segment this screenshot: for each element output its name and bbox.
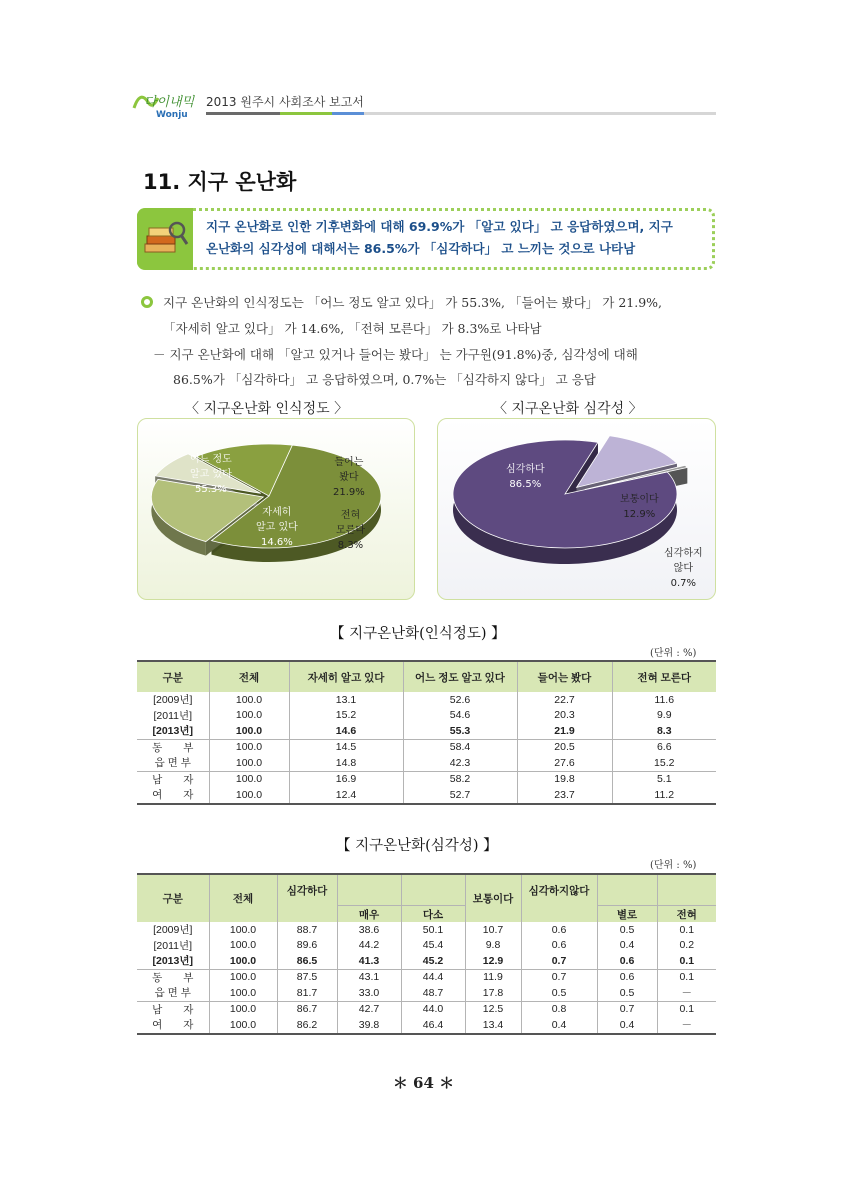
table-cell: [2013년] (137, 953, 209, 969)
table-cell: 89.6 (277, 938, 337, 954)
seriousness-table (137, 873, 716, 1035)
t2-head-serious-spacer-b (401, 874, 465, 906)
table-cell: 14.6 (289, 723, 403, 739)
t2-head-total: 전체 (209, 874, 277, 922)
t2-head-not-serious-spacer-b (657, 874, 716, 906)
table-header-cell: 들어는 봤다 (517, 661, 612, 692)
svg-text:다이내믹: 다이내믹 (144, 95, 195, 110)
table-cell: [2013년] (137, 723, 209, 739)
wonju-logo (130, 84, 202, 120)
header-rule-green (280, 112, 332, 115)
table-cell: 48.7 (401, 985, 465, 1001)
table-cell: 11.6 (612, 692, 716, 708)
table-cell: 0.1 (657, 969, 716, 985)
table-cell: 81.7 (277, 985, 337, 1001)
t2-head-somewhat: 다소 (401, 906, 465, 923)
table-cell: 21.9 (517, 723, 612, 739)
table-row (137, 953, 716, 969)
table-cell: 0.4 (521, 1017, 597, 1034)
table-header-cell: 전체 (209, 661, 289, 692)
table-cell: 100.0 (209, 1017, 277, 1034)
table-header-cell: 자세히 알고 있다 (289, 661, 403, 692)
table-cell: 12.4 (289, 787, 403, 804)
summary-text (206, 216, 710, 260)
table-row (137, 922, 716, 938)
table-cell: 11.9 (465, 969, 521, 985)
table-cell: 15.2 (289, 708, 403, 724)
table-cell: 100.0 (209, 985, 277, 1001)
table-cell: 42.3 (403, 755, 517, 771)
svg-text:Wonju: Wonju (156, 110, 188, 120)
table-cell: 0.1 (657, 922, 716, 938)
table-cell: 86.2 (277, 1017, 337, 1034)
table-cell: [2011년] (153, 939, 193, 952)
t2-head-serious-blank (277, 906, 337, 923)
table-cell: [2011년] (153, 709, 193, 722)
header-rule-blue (332, 112, 364, 115)
table-cell: 44.2 (337, 938, 401, 954)
table-cell: 12.5 (465, 1001, 521, 1017)
chart1-label-somewhat: 어느 정도 알고 있다 55.3% (190, 454, 232, 495)
table-cell: 52.7 (403, 787, 517, 804)
table-cell: 45.2 (401, 953, 465, 969)
table-cell: 100.0 (209, 953, 277, 969)
table-cell: － (657, 985, 716, 1001)
table-cell: 100.0 (209, 938, 277, 954)
t2-head-not-at-all: 전혀 (657, 906, 716, 923)
table-cell: 9.8 (465, 938, 521, 954)
table-cell: 42.7 (337, 1001, 401, 1017)
table-row (137, 723, 716, 739)
table-cell: 86.5 (277, 953, 337, 969)
table-cell: 44.4 (401, 969, 465, 985)
table-cell: 남 자 (152, 773, 194, 786)
table-cell: 20.5 (517, 739, 612, 755)
table-cell: 여 자 (137, 1017, 209, 1034)
books-icon (141, 216, 189, 260)
table-cell: 0.4 (597, 938, 657, 954)
t2-head-group: 구분 (137, 874, 209, 922)
table-cell: 10.7 (465, 922, 521, 938)
chart1-label-heard: 들어는 봤다 21.9% (333, 457, 365, 498)
table-cell: 0.1 (657, 1001, 716, 1017)
table-cell: 0.6 (521, 938, 597, 954)
table-cell: 44.0 (401, 1001, 465, 1017)
t2-head-not-serious-spacer-a (597, 874, 657, 906)
table-cell: 0.6 (521, 922, 597, 938)
table-cell: 0.5 (521, 985, 597, 1001)
table-cell: 88.7 (277, 922, 337, 938)
table-cell: 100.0 (209, 739, 289, 755)
table-cell: 11.2 (612, 787, 716, 804)
table-cell: 동 부 (152, 741, 194, 754)
page-number: ＊ 64 ＊ (392, 1074, 455, 1092)
t2-head-very: 매우 (337, 906, 401, 923)
chart1-label-detail: 자세히 알고 있다 14.6% (256, 507, 298, 548)
table-cell: 8.3 (612, 723, 716, 739)
table-cell: 23.7 (517, 787, 612, 804)
awareness-table (137, 660, 716, 805)
chart2-label-serious: 심각하다 86.5% (506, 464, 545, 490)
table-cell: 33.0 (337, 985, 401, 1001)
table-row (137, 787, 716, 804)
table-row (137, 938, 716, 954)
table-cell: 45.4 (401, 938, 465, 954)
summary-line-2: 온난화의 심각성에 대해서는 86.5%가 「심각하다」 고 느끼는 것으로 나타남 (206, 241, 636, 256)
table-cell: 14.8 (289, 755, 403, 771)
chart1-label-none: 전혀 모른다 8.3% (336, 510, 365, 551)
summary-line-1: 지구 온난화로 인한 기후변화에 대해 69.9%가 「알고 있다」 고 응답하였으며, 지구 (206, 219, 673, 234)
table-row (137, 1017, 716, 1034)
table-header-cell: 구분 (137, 661, 209, 692)
table-cell: 12.9 (465, 953, 521, 969)
t2-head-notserious-blank (521, 906, 597, 923)
dash-line-2: 86.5%가 「심각하다」 고 응답하였으며, 0.7%는 「심각하지 않다」 고 응답 (173, 372, 596, 387)
table-cell: 6.6 (612, 739, 716, 755)
table-cell: 87.5 (277, 969, 337, 985)
table-cell: 43.1 (337, 969, 401, 985)
table-cell: 0.5 (597, 922, 657, 938)
table-cell: 0.7 (597, 1001, 657, 1017)
table-cell: 50.1 (401, 922, 465, 938)
table-cell: 16.9 (289, 771, 403, 787)
table-cell: 100.0 (209, 1001, 277, 1017)
table-row (137, 771, 716, 787)
table-cell: 14.5 (289, 739, 403, 755)
table-cell: 19.8 (517, 771, 612, 787)
table-cell: 15.2 (612, 755, 716, 771)
table-cell: 읍 면 부 (137, 985, 209, 1001)
table-cell: 100.0 (209, 708, 289, 724)
table-cell: 86.7 (277, 1001, 337, 1017)
table-cell: 54.6 (403, 708, 517, 724)
table-cell: 동 부 (152, 971, 194, 984)
table-cell: 39.8 (337, 1017, 401, 1034)
table-row (137, 1001, 716, 1017)
table-cell: 0.7 (521, 969, 597, 985)
header-rule-gray (206, 112, 280, 115)
table-cell: － (657, 1017, 716, 1034)
table2-unit: (단위 : %) (650, 860, 697, 871)
table-cell: 100.0 (209, 692, 289, 708)
table-cell: 남 자 (152, 1003, 194, 1016)
table-cell: 0.7 (521, 953, 597, 969)
table-cell: 100.0 (209, 969, 277, 985)
table-cell: 22.7 (517, 692, 612, 708)
table-row (137, 739, 716, 755)
table-cell: 0.8 (521, 1001, 597, 1017)
table-row (137, 692, 716, 708)
table-cell: 100.0 (209, 771, 289, 787)
table1-unit: (단위 : %) (650, 648, 697, 659)
chart1-title: 〈 지구온난화 인식정도 〉 (185, 401, 349, 417)
table-row (137, 985, 716, 1001)
table-cell: 13.4 (465, 1017, 521, 1034)
table-cell: 58.2 (403, 771, 517, 787)
table-cell: 여 자 (137, 787, 209, 804)
report-title: 2013 원주시 사회조사 보고서 (206, 95, 364, 109)
chart2-title: 〈 지구온난화 심각성 〉 (493, 401, 643, 417)
chart2-label-normal: 보통이다 12.9% (620, 494, 659, 520)
table-cell: 46.4 (401, 1017, 465, 1034)
table-cell: 100.0 (209, 787, 289, 804)
table-cell: 100.0 (209, 723, 289, 739)
bullet-circle-icon (141, 296, 153, 308)
t2-head-not-much: 별로 (597, 906, 657, 923)
t2-head-serious: 심각하다 (277, 874, 337, 906)
table-cell: 읍 면 부 (137, 755, 209, 771)
bullet-line-2: 「자세히 알고 있다」 가 14.6%, 「전혀 모른다」 가 8.3%로 나타남 (163, 321, 542, 336)
bullet-line-1: 지구 온난화의 인식정도는 「어느 정도 알고 있다」 가 55.3%, 「들어는 봤다」 가 21.9%, (163, 295, 662, 310)
table-row (137, 755, 716, 771)
table-cell: 0.6 (597, 969, 657, 985)
chart2-label-not-serious: 심각하지 않다 0.7% (664, 548, 703, 589)
table-cell: [2009년] (153, 924, 193, 937)
table2-title: 【 지구온난화(심각성) 】 (336, 838, 498, 854)
table-cell: 38.6 (337, 922, 401, 938)
table-cell: 55.3 (403, 723, 517, 739)
table-header-cell: 어느 정도 알고 있다 (403, 661, 517, 692)
table-cell: 0.2 (657, 938, 716, 954)
table-cell: 58.4 (403, 739, 517, 755)
table-cell: 41.3 (337, 953, 401, 969)
table-row (137, 969, 716, 985)
t2-head-normal: 보통이다 (465, 874, 521, 922)
table-cell: 100.0 (209, 922, 277, 938)
table-cell: [2009년] (153, 694, 193, 707)
t2-head-serious-spacer-a (337, 874, 401, 906)
table-header-cell: 전혀 모른다 (612, 661, 716, 692)
table1-title: 【 지구온난화(인식정도) 】 (330, 626, 506, 642)
dash-line-1: － 지구 온난화에 대해 「알고 있거나 들어는 봤다」 는 가구원(91.8%)중, 심각성에 대해 (153, 347, 638, 362)
table-cell: 20.3 (517, 708, 612, 724)
table-cell: 0.6 (597, 953, 657, 969)
table-cell: 5.1 (612, 771, 716, 787)
table-cell: 13.1 (289, 692, 403, 708)
table-cell: 0.4 (597, 1017, 657, 1034)
table-row (137, 708, 716, 724)
table-cell: 52.6 (403, 692, 517, 708)
table-cell: 100.0 (209, 755, 289, 771)
section-title: 11. 지구 온난화 (143, 170, 297, 194)
t2-head-not-serious: 심각하지않다 (521, 874, 597, 906)
table-cell: 9.9 (612, 708, 716, 724)
table-cell: 17.8 (465, 985, 521, 1001)
table-cell: 0.1 (657, 953, 716, 969)
table-cell: 27.6 (517, 755, 612, 771)
table-cell: 0.5 (597, 985, 657, 1001)
